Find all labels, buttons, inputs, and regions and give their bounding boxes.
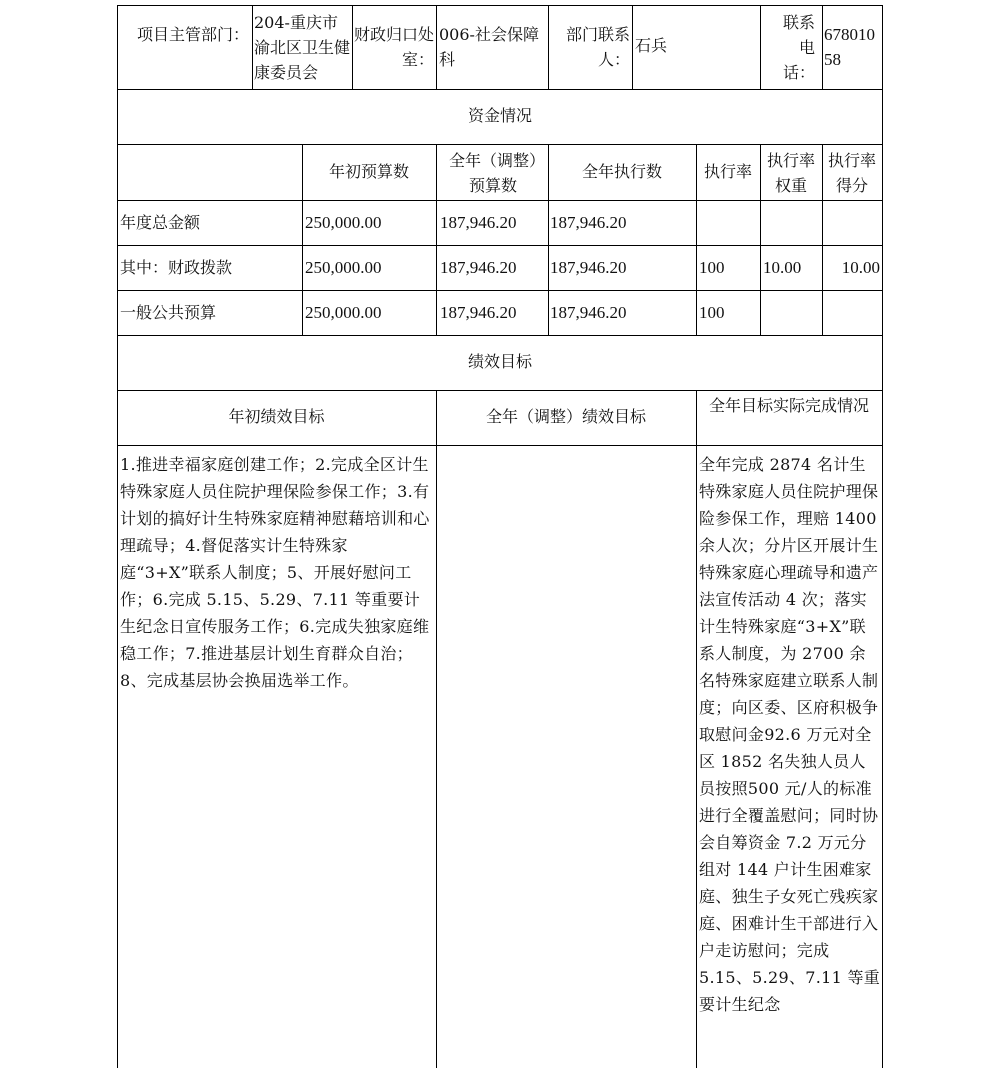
col-header-rate: 执行率 [703,162,752,181]
row-divider [117,5,883,6]
cell-rate: 100 [699,303,725,322]
row-label: 年度总金额 [120,213,201,232]
row-divider [117,245,883,246]
cell-initial: 250,000.00 [305,213,382,232]
performance-section-title: 绩效目标 [467,352,532,371]
dept-label: 项目主管部门： [137,25,250,44]
col-header-score: 执行率得分 [827,151,876,195]
col-divider [696,390,697,1068]
col-header-executed: 全年执行数 [581,162,662,181]
fin-value: 006-社会保障科 [439,25,539,69]
cell-weight: 10.00 [763,258,802,277]
col-divider [436,144,437,335]
row-divider [117,290,883,291]
table-border-left [117,5,118,1068]
col-divider [632,5,633,89]
col-header-actual: 全年目标实际完成情况 [708,396,869,415]
col-header-initial: 年初预算数 [328,162,409,181]
col-header-adjusted: 全年（调整）预算数 [448,151,537,195]
cell-executed: 187,946.20 [550,213,627,232]
funds-section-title: 资金情况 [467,106,532,125]
fin-label: 财政归口处室： [354,25,435,69]
cell-adjusted: 187,946.20 [440,258,517,277]
cell-executed: 187,946.20 [550,303,627,322]
col-header-weight: 执行率权重 [766,151,815,195]
table-border-right [882,5,883,1068]
row-label: 其中：财政拨款 [120,258,233,277]
phone-value: 67801058 [824,25,875,69]
row-divider [117,200,883,201]
col-divider [822,5,823,89]
cell-rate: 100 [699,258,725,277]
row-divider [117,144,883,145]
cell-initial: 250,000.00 [305,258,382,277]
cell-adjusted: 187,946.20 [440,303,517,322]
phone-label: 联系电话： [783,13,816,82]
col-divider [252,5,253,89]
col-header-initial-goal: 年初绩效目标 [228,407,325,426]
actual-result-text: 全年完成 2874 名计生特殊家庭人员住院护理保险参保工作，理赔 1400 余人次；分片区开展计生特殊家庭心理疏导和遗产法宣传活动 4 次；落实计生特殊家庭“3+X”联系人制度，为 2700 余名特殊家庭建立联系人制度；向区委、区府积极争取慰问金92.6 万元对全区 1852 名失独人员人员按照500 元/人的标准进行全覆盖慰问；同时协会自筹资金 7.2 万元分组对 144 户计生困难家庭、独生子女死亡残疾家庭、困难计生干部进行入户走访慰问；完成 5.15、5.29、7.11 等重要计生纪念 [699,455,881,1014]
col-divider [760,5,761,89]
col-divider [352,5,353,89]
col-header-adjusted-goal: 全年（调整）绩效目标 [485,407,646,426]
row-divider [117,89,883,90]
row-divider [117,335,883,336]
col-divider [436,5,437,89]
row-divider [117,390,883,391]
row-divider [117,445,883,446]
contact-value: 石兵 [635,36,668,55]
row-label: 一般公共预算 [120,303,217,322]
col-divider [436,390,437,1068]
cell-score: 10.00 [841,258,880,277]
performance-table [117,5,883,1068]
contact-label: 部门联系人： [565,25,630,69]
cell-executed: 187,946.20 [550,258,627,277]
col-divider [548,5,549,89]
dept-value: 204-重庆市渝北区卫生健康委员会 [254,13,351,82]
cell-initial: 250,000.00 [305,303,382,322]
cell-adjusted: 187,946.20 [440,213,517,232]
initial-goal-text: 1.推进幸福家庭创建工作；2.完成全区计生特殊家庭人员住院护理保险参保工作；3.有计划的搞好计生特殊家庭精神慰藉培训和心理疏导；4.督促落实计生特殊家庭“3+X”联系人制度；5、开展好慰问工作；6.完成 5.15、5.29、7.11 等重要计生纪念日宣传服务工作；6.完成失独家庭维稳工作；7.推进基层计划生育群众自治；8、完成基层协会换届选举工作。 [120,455,430,690]
